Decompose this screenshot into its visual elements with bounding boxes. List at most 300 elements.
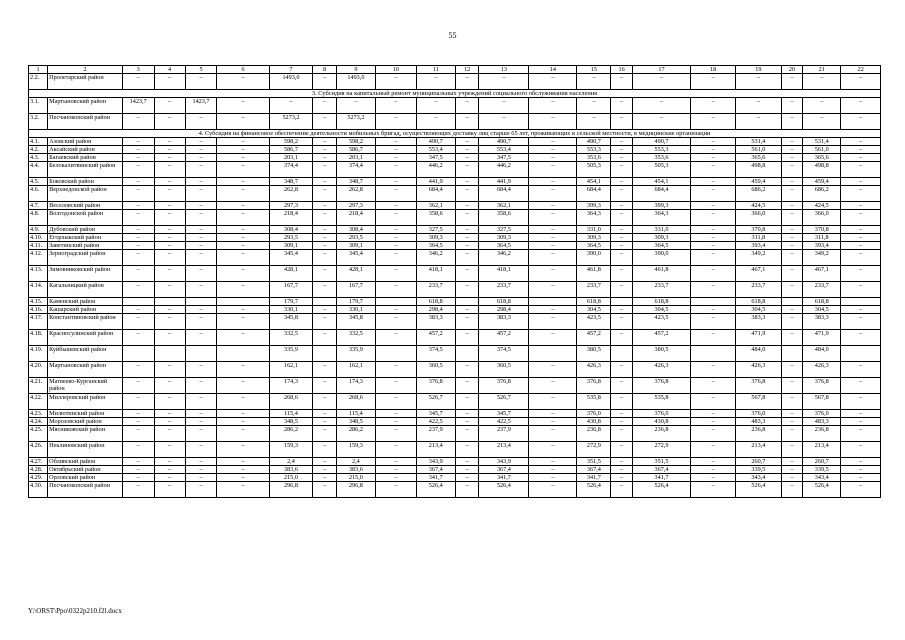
value-cell: 311,8: [736, 234, 782, 242]
value-cell: –: [154, 474, 185, 482]
value-cell: –: [376, 154, 416, 162]
value-cell: 345,7: [479, 410, 529, 418]
value-cell: 115,4: [336, 410, 375, 418]
value-cell: –: [529, 234, 577, 242]
value-cell: –: [154, 186, 185, 202]
value-cell: 1493,0: [269, 74, 313, 90]
row-number-cell: 4.24.: [29, 418, 48, 426]
value-cell: –: [781, 202, 802, 210]
value-cell: –: [217, 362, 269, 378]
row-number-cell: 3.2.: [29, 114, 48, 130]
value-cell: –: [611, 114, 632, 130]
value-cell: –: [122, 210, 154, 226]
value-cell: –: [217, 410, 269, 418]
value-cell: –: [185, 74, 217, 90]
value-cell: –: [529, 266, 577, 282]
value-cell: 598,2: [336, 138, 375, 146]
row-number-cell: 4.7.: [29, 202, 48, 210]
value-cell: 262,8: [336, 186, 375, 202]
value-cell: 374,4: [336, 162, 375, 178]
value-cell: –: [376, 378, 416, 394]
value-cell: –: [217, 282, 269, 298]
value-cell: 364,3: [577, 210, 611, 226]
section-title: 3. Субсидия на капитальный ремонт муниципальных учреждений социального обслуживания населения: [29, 90, 881, 98]
value-cell: 374,5: [416, 346, 455, 362]
value-cell: –: [781, 162, 802, 178]
value-cell: –: [154, 226, 185, 234]
value-cell: 526,4: [803, 482, 841, 498]
value-cell: –: [376, 138, 416, 146]
value-cell: –: [313, 138, 336, 146]
value-cell: –: [611, 266, 632, 282]
value-cell: –: [781, 250, 802, 266]
district-name-cell: Кагальницкий район: [48, 282, 123, 298]
value-cell: –: [611, 162, 632, 178]
value-cell: 376,0: [632, 410, 691, 418]
value-cell: 345,4: [269, 250, 313, 266]
value-cell: 308,4: [336, 226, 375, 234]
value-cell: –: [313, 266, 336, 282]
value-cell: 586,7: [269, 146, 313, 154]
value-cell: –: [122, 114, 154, 130]
value-cell: 618,8: [577, 298, 611, 306]
value-cell: –: [185, 482, 217, 498]
column-number-cell: 15: [577, 66, 611, 74]
table-row: [29, 226, 881, 234]
value-cell: –: [154, 210, 185, 226]
value-cell: –: [529, 226, 577, 234]
value-cell: –: [313, 250, 336, 266]
value-cell: –: [455, 138, 478, 146]
value-cell: –: [217, 418, 269, 426]
value-cell: –: [376, 266, 416, 282]
value-cell: –: [376, 74, 416, 90]
value-cell: 1423,7: [185, 98, 217, 114]
value-cell: –: [455, 226, 478, 234]
value-cell: 2,4: [336, 458, 375, 466]
value-cell: –: [416, 74, 455, 90]
value-cell: –: [781, 210, 802, 226]
value-cell: –: [313, 362, 336, 378]
value-cell: –: [154, 442, 185, 458]
value-cell: 349,2: [736, 250, 782, 266]
district-name-cell: Красносулинский район: [48, 330, 123, 346]
value-cell: [217, 298, 269, 306]
value-cell: –: [313, 306, 336, 314]
value-cell: –: [122, 266, 154, 282]
value-cell: –: [455, 306, 478, 314]
value-cell: 459,4: [736, 178, 782, 186]
value-cell: –: [841, 458, 881, 466]
value-cell: –: [691, 250, 736, 266]
value-cell: –: [154, 314, 185, 330]
value-cell: 483,3: [803, 418, 841, 426]
section-title: 4. Субсидия на финансовое обеспечение деятельности мобильных бригад, осуществляющих доставку лиц старше 65 лет, проживающих в сельской местности, в медицинские организации: [29, 130, 881, 138]
value-cell: –: [691, 210, 736, 226]
value-cell: –: [122, 154, 154, 162]
value-cell: –: [529, 98, 577, 114]
value-cell: –: [691, 282, 736, 298]
value-cell: 330,1: [336, 306, 375, 314]
value-cell: 335,9: [269, 346, 313, 362]
value-cell: –: [376, 114, 416, 130]
value-cell: –: [841, 314, 881, 330]
value-cell: –: [611, 482, 632, 498]
column-number-cell: 18: [691, 66, 736, 74]
column-number-cell: 20: [781, 66, 802, 74]
row-number-cell: 4.3.: [29, 154, 48, 162]
value-cell: –: [313, 186, 336, 202]
value-cell: –: [313, 98, 336, 114]
column-number-cell: 4: [154, 66, 185, 74]
value-cell: –: [841, 154, 881, 162]
value-cell: –: [529, 458, 577, 466]
row-number-cell: 4.14.: [29, 282, 48, 298]
value-cell: 484,0: [736, 346, 782, 362]
value-cell: 218,4: [336, 210, 375, 226]
value-cell: 498,8: [803, 162, 841, 178]
value-cell: –: [455, 266, 478, 282]
value-cell: –: [455, 154, 478, 162]
value-cell: –: [736, 114, 782, 130]
value-cell: 348,7: [336, 178, 375, 186]
value-cell: –: [313, 474, 336, 482]
value-cell: –: [781, 418, 802, 426]
value-cell: –: [841, 234, 881, 242]
value-cell: 531,4: [803, 138, 841, 146]
table-row: [29, 154, 881, 162]
value-cell: –: [376, 466, 416, 474]
column-number-cell: 2: [48, 66, 123, 74]
value-cell: –: [841, 482, 881, 498]
value-cell: –: [455, 426, 478, 442]
value-cell: –: [376, 178, 416, 186]
value-cell: 348,5: [336, 418, 375, 426]
value-cell: –: [577, 74, 611, 90]
district-name-cell: Аксайский район: [48, 146, 123, 154]
value-cell: [611, 346, 632, 362]
value-cell: –: [611, 378, 632, 394]
value-cell: –: [529, 282, 577, 298]
value-cell: –: [455, 242, 478, 250]
value-cell: 327,5: [479, 226, 529, 234]
value-cell: 618,8: [479, 298, 529, 306]
table-row: [29, 482, 881, 498]
value-cell: 459,4: [803, 178, 841, 186]
value-cell: 471,9: [803, 330, 841, 346]
value-cell: –: [611, 242, 632, 250]
value-cell: –: [217, 314, 269, 330]
value-cell: 364,5: [479, 242, 529, 250]
value-cell: –: [455, 202, 478, 210]
row-number-cell: 4.25.: [29, 426, 48, 442]
district-name-cell: Мартыновский район: [48, 362, 123, 378]
value-cell: [313, 346, 336, 362]
value-cell: 383,6: [269, 466, 313, 474]
value-cell: 490,7: [416, 138, 455, 146]
value-cell: –: [154, 146, 185, 154]
value-cell: –: [529, 114, 577, 130]
value-cell: 358,6: [416, 210, 455, 226]
value-cell: –: [611, 362, 632, 378]
value-cell: –: [122, 410, 154, 418]
value-cell: 441,9: [416, 178, 455, 186]
value-cell: –: [781, 98, 802, 114]
table-row: [29, 282, 881, 298]
value-cell: 399,3: [577, 202, 611, 210]
value-cell: 365,6: [736, 154, 782, 162]
value-cell: [611, 298, 632, 306]
table-row: [29, 178, 881, 186]
value-cell: 297,3: [336, 202, 375, 210]
value-cell: –: [611, 314, 632, 330]
page-number: 55: [448, 31, 457, 40]
value-cell: 233,7: [479, 282, 529, 298]
value-cell: 304,5: [736, 306, 782, 314]
value-cell: –: [154, 154, 185, 162]
value-cell: –: [122, 242, 154, 250]
value-cell: 167,7: [336, 282, 375, 298]
value-cell: 332,5: [269, 330, 313, 346]
value-cell: –: [313, 482, 336, 498]
table-row: [29, 234, 881, 242]
value-cell: –: [455, 314, 478, 330]
value-cell: 5273,2: [269, 114, 313, 130]
value-cell: –: [691, 426, 736, 442]
value-cell: 327,5: [416, 226, 455, 234]
value-cell: –: [313, 210, 336, 226]
value-cell: –: [781, 266, 802, 282]
value-cell: –: [841, 362, 881, 378]
value-cell: 343,9: [479, 458, 529, 466]
value-cell: –: [217, 426, 269, 442]
value-cell: 309,3: [632, 234, 691, 242]
column-number-cell: 6: [217, 66, 269, 74]
value-cell: 418,1: [479, 266, 529, 282]
value-cell: 174,3: [269, 378, 313, 394]
value-cell: 343,4: [736, 474, 782, 482]
value-cell: –: [122, 202, 154, 210]
district-name-cell: Веселовский район: [48, 202, 123, 210]
district-name-cell: Матвеево-Курганский район: [48, 378, 123, 394]
row-number-cell: 4.28.: [29, 466, 48, 474]
value-cell: 461,8: [632, 266, 691, 282]
value-cell: [185, 298, 217, 306]
value-cell: –: [455, 378, 478, 394]
value-cell: 331,0: [632, 226, 691, 234]
value-cell: –: [781, 226, 802, 234]
value-cell: –: [376, 242, 416, 250]
value-cell: 260,7: [803, 458, 841, 466]
value-cell: –: [841, 266, 881, 282]
value-cell: –: [611, 146, 632, 154]
value-cell: 272,9: [632, 442, 691, 458]
value-cell: –: [185, 210, 217, 226]
value-cell: 179,7: [336, 298, 375, 306]
value-cell: –: [455, 234, 478, 242]
value-cell: –: [841, 74, 881, 90]
value-cell: 393,4: [736, 242, 782, 250]
value-cell: –: [455, 330, 478, 346]
value-cell: 426,3: [736, 362, 782, 378]
value-cell: –: [632, 98, 691, 114]
value-cell: 348,5: [269, 418, 313, 426]
district-name-cell: Зимовниковский район: [48, 266, 123, 282]
value-cell: –: [632, 114, 691, 130]
value-cell: –: [781, 362, 802, 378]
value-cell: 471,9: [736, 330, 782, 346]
value-cell: –: [781, 146, 802, 154]
value-cell: –: [154, 378, 185, 394]
value-cell: 159,3: [269, 442, 313, 458]
value-cell: –: [122, 314, 154, 330]
table-row: [29, 210, 881, 226]
value-cell: –: [217, 210, 269, 226]
value-cell: 380,5: [577, 346, 611, 362]
value-cell: –: [736, 98, 782, 114]
value-cell: –: [376, 210, 416, 226]
value-cell: 367,4: [416, 466, 455, 474]
value-cell: –: [529, 210, 577, 226]
value-cell: 424,5: [803, 202, 841, 210]
value-cell: –: [781, 474, 802, 482]
value-cell: 353,6: [632, 154, 691, 162]
value-cell: –: [529, 362, 577, 378]
value-cell: –: [313, 242, 336, 250]
value-cell: –: [376, 282, 416, 298]
value-cell: –: [691, 466, 736, 474]
value-cell: –: [611, 458, 632, 466]
value-cell: 367,4: [479, 466, 529, 474]
table-row: [29, 394, 881, 410]
row-number-cell: 4.12.: [29, 250, 48, 266]
value-cell: 446,2: [416, 162, 455, 178]
value-cell: –: [122, 458, 154, 466]
value-cell: –: [529, 178, 577, 186]
value-cell: 526,4: [736, 482, 782, 498]
value-cell: 553,4: [479, 146, 529, 154]
row-number-cell: 4.1.: [29, 138, 48, 146]
district-name-cell: Егорлыкский район: [48, 234, 123, 242]
value-cell: –: [376, 162, 416, 178]
value-cell: –: [529, 394, 577, 410]
value-cell: 286,2: [269, 426, 313, 442]
value-cell: –: [122, 306, 154, 314]
value-cell: –: [217, 162, 269, 178]
value-cell: 213,4: [416, 442, 455, 458]
value-cell: –: [122, 178, 154, 186]
value-cell: –: [217, 266, 269, 282]
row-number-cell: 2.2.: [29, 74, 48, 90]
row-number-cell: 4.13.: [29, 266, 48, 282]
row-number-cell: 4.8.: [29, 210, 48, 226]
value-cell: 345,7: [416, 410, 455, 418]
value-cell: –: [841, 410, 881, 418]
value-cell: –: [185, 426, 217, 442]
value-cell: 526,4: [416, 482, 455, 498]
district-name-cell: Заветинский район: [48, 242, 123, 250]
value-cell: –: [217, 114, 269, 130]
value-cell: –: [217, 474, 269, 482]
value-cell: –: [122, 250, 154, 266]
value-cell: –: [781, 442, 802, 458]
value-cell: 376,8: [416, 378, 455, 394]
value-cell: 535,8: [632, 394, 691, 410]
district-name-cell: Зерноградский район: [48, 250, 123, 266]
value-cell: –: [611, 98, 632, 114]
value-cell: –: [122, 226, 154, 234]
value-cell: –: [781, 282, 802, 298]
value-cell: 457,2: [479, 330, 529, 346]
value-cell: –: [185, 418, 217, 426]
value-cell: 346,2: [416, 250, 455, 266]
value-cell: –: [841, 138, 881, 146]
value-cell: –: [529, 466, 577, 474]
value-cell: –: [217, 226, 269, 234]
value-cell: 441,9: [479, 178, 529, 186]
district-name-cell: Орловский район: [48, 474, 123, 482]
value-cell: –: [376, 442, 416, 458]
value-cell: 233,7: [736, 282, 782, 298]
value-cell: –: [529, 410, 577, 418]
value-cell: 376,0: [736, 410, 782, 418]
value-cell: –: [185, 154, 217, 162]
value-cell: –: [691, 234, 736, 242]
value-cell: –: [611, 474, 632, 482]
value-cell: –: [376, 186, 416, 202]
value-cell: –: [376, 426, 416, 442]
table-row: [29, 410, 881, 418]
value-cell: –: [376, 330, 416, 346]
value-cell: –: [781, 306, 802, 314]
value-cell: –: [781, 154, 802, 162]
value-cell: –: [611, 154, 632, 162]
value-cell: –: [185, 114, 217, 130]
value-cell: 376,8: [803, 378, 841, 394]
value-cell: 236,8: [577, 426, 611, 442]
value-cell: –: [313, 178, 336, 186]
value-cell: –: [781, 314, 802, 330]
value-cell: 399,3: [632, 202, 691, 210]
value-cell: –: [841, 330, 881, 346]
value-cell: 618,8: [803, 298, 841, 306]
table-row: [29, 418, 881, 426]
value-cell: –: [217, 482, 269, 498]
file-path-footer: Y:\ORST\Ppo\0322p210.f2l.docx: [28, 607, 122, 615]
district-name-cell: Дубовский район: [48, 226, 123, 234]
table-row: [29, 162, 881, 178]
value-cell: –: [122, 474, 154, 482]
value-cell: 1493,0: [336, 74, 375, 90]
value-cell: –: [376, 250, 416, 266]
value-cell: –: [611, 202, 632, 210]
value-cell: –: [376, 394, 416, 410]
value-cell: 365,6: [803, 154, 841, 162]
value-cell: –: [154, 266, 185, 282]
value-cell: [529, 298, 577, 306]
table-row: [29, 114, 881, 130]
value-cell: [122, 346, 154, 362]
column-number-cell: 10: [376, 66, 416, 74]
value-cell: –: [313, 410, 336, 418]
value-cell: –: [217, 146, 269, 154]
value-cell: 490,7: [577, 138, 611, 146]
value-cell: 457,2: [577, 330, 611, 346]
value-cell: 341,7: [416, 474, 455, 482]
value-cell: 567,8: [736, 394, 782, 410]
value-cell: –: [313, 226, 336, 234]
value-cell: –: [632, 74, 691, 90]
